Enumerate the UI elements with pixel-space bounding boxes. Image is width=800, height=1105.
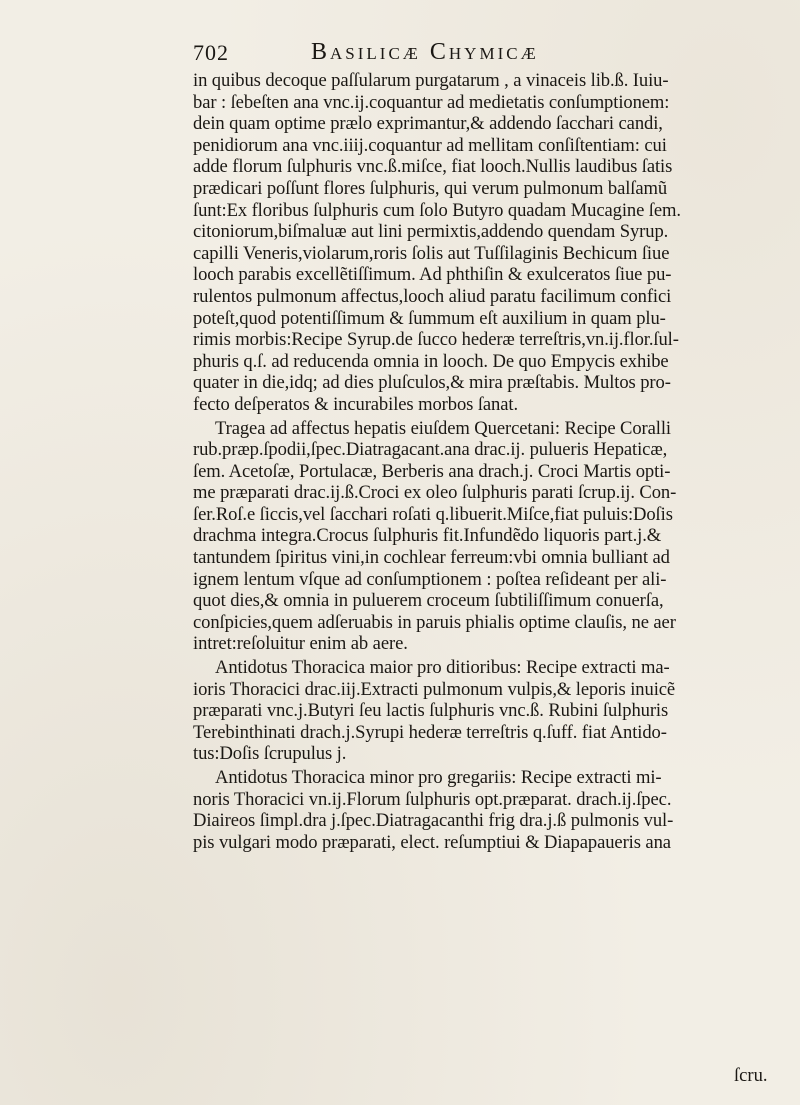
paragraph-tragea-hepatis <box>193 418 771 656</box>
paragraph-antidotus-maior <box>193 657 771 765</box>
text-line: rub.præp.ſpodii,ſpec.Diatragacant.ana drac.ij. pulueris Hepaticæ, <box>193 439 668 461</box>
text-line: in quibus decoque paſſularum purgatarum , a vinaceis lib.ß. Iuiu- <box>193 70 669 91</box>
text-line: dein quam optime prælo exprimantur,& addendo ſacchari candi, <box>193 113 663 135</box>
text-line: conſpicies,quem adſeruabis in paruis phialis optime clauſis, ne aer <box>193 611 676 633</box>
text-line: me præparati drac.ij.ß.Croci ex oleo ſulphuris parati ſcrup.ij. Con- <box>193 482 677 504</box>
running-title: Basilicæ Chymicæ <box>311 39 539 65</box>
text-line: rimis morbis:Recipe Syrup.de ſucco hederæ terreſtris,vn.ij.flor.ſul- <box>193 329 679 351</box>
text-line: intret:reſoluitur enim ab aere. <box>193 633 408 655</box>
text-line: ſunt:Ex floribus ſulphuris cum ſolo Butyro quadam Mucagine ſem. <box>193 199 681 221</box>
page-header <box>193 40 753 70</box>
text-line: noris Thoracici vn.ij.Florum ſulphuris opt.præparat. drach.ij.ſpec. <box>193 788 672 810</box>
text-line: pis vulgari modo præparati, elect. reſumptiui & Diapapaueris ana <box>193 831 671 853</box>
text-line: citoniorum,biſmaluæ aut lini permixtis,addendo quendam Syrup. <box>193 221 669 243</box>
text-line: ſem. Acetoſæ, Portulacæ, Berberis ana drach.j. Croci Martis opti- <box>193 460 671 482</box>
text-line: adde florum ſulphuris vnc.ß.miſce, fiat looch.Nullis laudibus ſatis <box>193 156 673 178</box>
text-line: looch parabis excellẽtiſſimum. Ad phthiſin & exulceratos ſiue pu- <box>193 264 672 286</box>
text-line: tantundem ſpiritus vini,in cochlear ferreum:vbi omnia bulliant ad <box>193 547 670 569</box>
page-number: 702 <box>193 40 229 65</box>
text-line: præparati vnc.j.Butyri ſeu lactis ſulphuris vnc.ß. Rubini ſulphuris <box>193 700 669 722</box>
paragraph-antidotus-minor <box>193 767 771 853</box>
text-line: fecto deſperatos & incurabiles morbos ſanat. <box>193 393 519 415</box>
text-line: capilli Veneris,violarum,roris ſolis aut Tuſſilaginis Bechicum ſiue <box>193 242 670 264</box>
text-line: penidiorum ana vnc.iiij.coquantur ad mellitam conſiſtentiam: cui <box>193 134 667 156</box>
text-line: ignem lentum vſque ad conſumptionem : poſtea reſideant per ali- <box>193 568 667 590</box>
text-line: Diaireos ſimpl.dra j.ſpec.Diatragacanthi frig dra.j.ß pulmonis vul- <box>193 810 674 832</box>
text-line: ſer.Roſ.e ſiccis,vel ſacchari roſati q.libuerit.Miſce,fiat puluis:Doſis <box>193 503 673 525</box>
catchword: ſcru. <box>734 1065 768 1086</box>
text-line: Antidotus Thoracica minor pro gregariis: Recipe extracti mi- <box>215 767 662 788</box>
text-line: quot dies,& omnia in puluerem croceum ſubtiliſſimum conuerſa, <box>193 590 664 612</box>
text-line: tus:Doſis ſcrupulus j. <box>193 743 347 765</box>
text-line: Tragea ad affectus hepatis eiuſdem Quercetani: Recipe Coralli <box>215 417 671 439</box>
text-line: ioris Thoracici drac.iij.Extracti pulmonum vulpis,& leporis inuicẽ <box>193 678 676 700</box>
text-line: quater in die,idq; ad dies pluſculos,& mira præſtabis. Multos pro- <box>193 372 671 394</box>
text-line: phuris q.ſ. ad reducenda omnia in looch. De quo Empycis exhibe <box>193 350 669 372</box>
text-line: bar : ſebeſten ana vnc.ij.coquantur ad medietatis conſumptionem: <box>193 91 670 113</box>
text-line: Terebinthinati drach.j.Syrupi hederæ terreſtris q.ſuff. fiat Antido- <box>193 721 667 743</box>
text-line: drachma integra.Crocus ſulphuris fit.Infundẽdo liquoris part.j.& <box>193 525 662 547</box>
text-line: rulentos pulmonum affectus,looch aliud paratu facilimum confici <box>193 285 672 307</box>
text-line: Antidotus Thoracica maior pro ditioribus: Recipe extracti ma- <box>215 657 670 679</box>
text-line: prædicari poſſunt flores ſulphuris, qui verum pulmonum balſamũ <box>193 177 668 199</box>
paragraph-syrup-looch <box>193 70 771 416</box>
body-text <box>193 70 771 853</box>
text-line: poteſt,quod potentiſſimum & ſummum eſt auxilium in quam plu- <box>193 307 666 329</box>
